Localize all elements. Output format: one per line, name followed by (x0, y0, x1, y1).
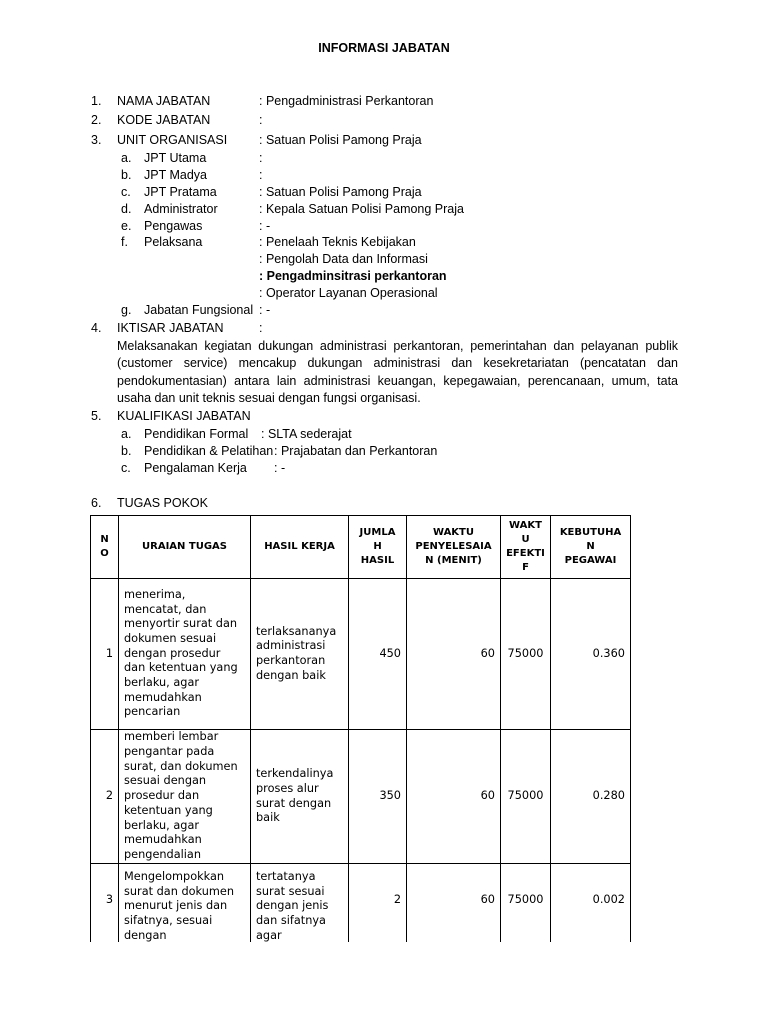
cell-hasil: terkendalinya proses alur surat dengan baik (251, 730, 349, 864)
cell-waktu: 60 (407, 579, 501, 730)
table-row (91, 864, 631, 943)
sub-value: : Prajabatan dan Perkantoran (274, 444, 438, 458)
pelaksana-value: : Pengadminsitrasi perkantoran (259, 269, 447, 283)
sub-letter: f. (121, 235, 128, 249)
cell-kebutuhan: 0.002 (592, 892, 625, 906)
item-value: : Pengadministrasi Perkantoran (259, 94, 434, 108)
sub-letter: b. (121, 444, 132, 458)
sub-label: Pendidikan Formal (144, 427, 249, 441)
cell-no: 3 (105, 892, 113, 906)
pelaksana-value: : Operator Layanan Operasional (259, 286, 438, 300)
header-uraian-tugas: URAIAN TUGAS (119, 516, 251, 579)
header-waktu-penyelesaian: WAKTU PENYELESAIA N (MENIT) (407, 516, 501, 579)
sub-letter: b. (121, 168, 132, 182)
sub-letter: c. (121, 461, 131, 475)
cell-no: 2 (91, 730, 119, 864)
header-no: N O (91, 516, 119, 579)
sub-letter: g. (121, 303, 132, 317)
cell-efektif: 75000 (501, 730, 551, 864)
page-title: INFORMASI JABATAN (318, 41, 450, 55)
sub-value: : (259, 168, 263, 182)
sub-label: Pendidikan & Pelatihan (144, 444, 274, 458)
item-label: NAMA JABATAN (117, 94, 211, 108)
sub-value: : (259, 151, 263, 165)
sub-label: JPT Pratama (144, 185, 217, 199)
header-kebutuhan-pegawai: KEBUTUHA N PEGAWAI (551, 516, 631, 579)
item-value: : Satuan Polisi Pamong Praja (259, 133, 422, 147)
item-number: 1. (91, 94, 102, 108)
item-number: 4. (91, 321, 102, 335)
sub-letter: d. (121, 202, 132, 216)
sub-label: JPT Madya (144, 168, 207, 182)
sub-value: : Kepala Satuan Polisi Pamong Praja (259, 202, 464, 216)
item-label: IKTISAR JABATAN (117, 321, 224, 335)
sub-label: JPT Utama (144, 151, 207, 165)
sub-value: : - (274, 461, 286, 475)
cell-uraian: memberi lembar pengantar pada surat, dan dokumen sesuai dengan prosedur dan ketentuan yang berlaku, agar memudahkan pengendalian (119, 730, 251, 864)
item-value: : (259, 113, 263, 127)
cell-no: 1 (91, 579, 119, 730)
sub-label: Jabatan Fungsional (144, 303, 254, 317)
sub-letter: a. (121, 151, 132, 165)
item-number: 2. (91, 113, 102, 127)
sub-value: : SLTA sederajat (261, 427, 352, 441)
item-label: TUGAS POKOK (117, 496, 208, 510)
sub-label: Pengawas (144, 219, 203, 233)
cell-hasil: terlaksananya administrasi perkantoran dengan baik (251, 579, 349, 730)
sub-letter: c. (121, 185, 131, 199)
cell-efektif: 75000 (501, 579, 551, 730)
cell-kebutuhan-wrap (551, 864, 631, 943)
iktisar-paragraph: Melaksanakan kegiatan dukungan administrasi perkantoran, pemerintahan dan pelayanan publik (customer service) mencakup dukungan administrasi dan kesekretariatan (pencatatan dan pendokumentasian) antara lain administrasi keuangan, kepegawaian, perencanaan, umum, tata usaha dan unit teknis sesuai dengan fungsi organisasi. (117, 339, 678, 405)
sub-letter: e. (121, 219, 132, 233)
item-label: UNIT ORGANISASI (117, 133, 228, 147)
cell-uraian: Mengelompokkan surat dan dokumen menurut jenis dan sifatnya, sesuai dengan (124, 870, 235, 942)
cell-kebutuhan: 0.280 (551, 730, 631, 864)
cell-jumlah-wrap (349, 864, 407, 943)
cell-jumlah: 350 (349, 730, 407, 864)
sub-value: : - (259, 219, 271, 233)
table-row (91, 579, 631, 730)
cell-efektif: 75000 (507, 892, 544, 906)
cell-waktu: 60 (407, 730, 501, 864)
cell-hasil-wrap (251, 864, 349, 943)
sub-value: : Penelaah Teknis Kebijakan (259, 235, 416, 249)
sub-value: : - (259, 303, 271, 317)
sub-label: Pelaksana (144, 235, 203, 249)
cell-no-wrap (91, 864, 119, 943)
cell-hasil: tertatanya surat sesuai dengan jenis dan sifatnya agar (256, 870, 329, 942)
cell-jumlah: 2 (393, 892, 401, 906)
cell-uraian-wrap (119, 864, 251, 943)
item-value: : (259, 321, 263, 335)
cell-uraian: menerima, mencatat, dan menyortir surat dan dokumen sesuai dengan prosedur dan ketentuan yang berlaku, agar memudahkan pencarian (119, 579, 251, 730)
item-label: KUALIFIKASI JABATAN (117, 409, 251, 423)
item-label: KODE JABATAN (117, 113, 211, 127)
table-row (91, 730, 631, 864)
cell-waktu: 60 (480, 892, 495, 906)
pelaksana-value: : Pengolah Data dan Informasi (259, 252, 428, 266)
header-jumlah-hasil: JUMLA H HASIL (349, 516, 407, 579)
table-header-row (91, 516, 631, 579)
item-number: 3. (91, 133, 102, 147)
cell-jumlah: 450 (349, 579, 407, 730)
header-waktu-efektif: WAKT U EFEKTI F (501, 516, 551, 579)
tugas-pokok-table (90, 515, 631, 942)
item-number: 6. (91, 496, 102, 510)
cell-kebutuhan: 0.360 (551, 579, 631, 730)
sub-letter: a. (121, 427, 132, 441)
cell-efektif-wrap (501, 864, 551, 943)
cell-waktu-wrap (407, 864, 501, 943)
header-hasil-kerja: HASIL KERJA (251, 516, 349, 579)
sub-label: Administrator (144, 202, 218, 216)
item-number: 5. (91, 409, 102, 423)
sub-value: : Satuan Polisi Pamong Praja (259, 185, 422, 199)
sub-label: Pengalaman Kerja (144, 461, 247, 475)
